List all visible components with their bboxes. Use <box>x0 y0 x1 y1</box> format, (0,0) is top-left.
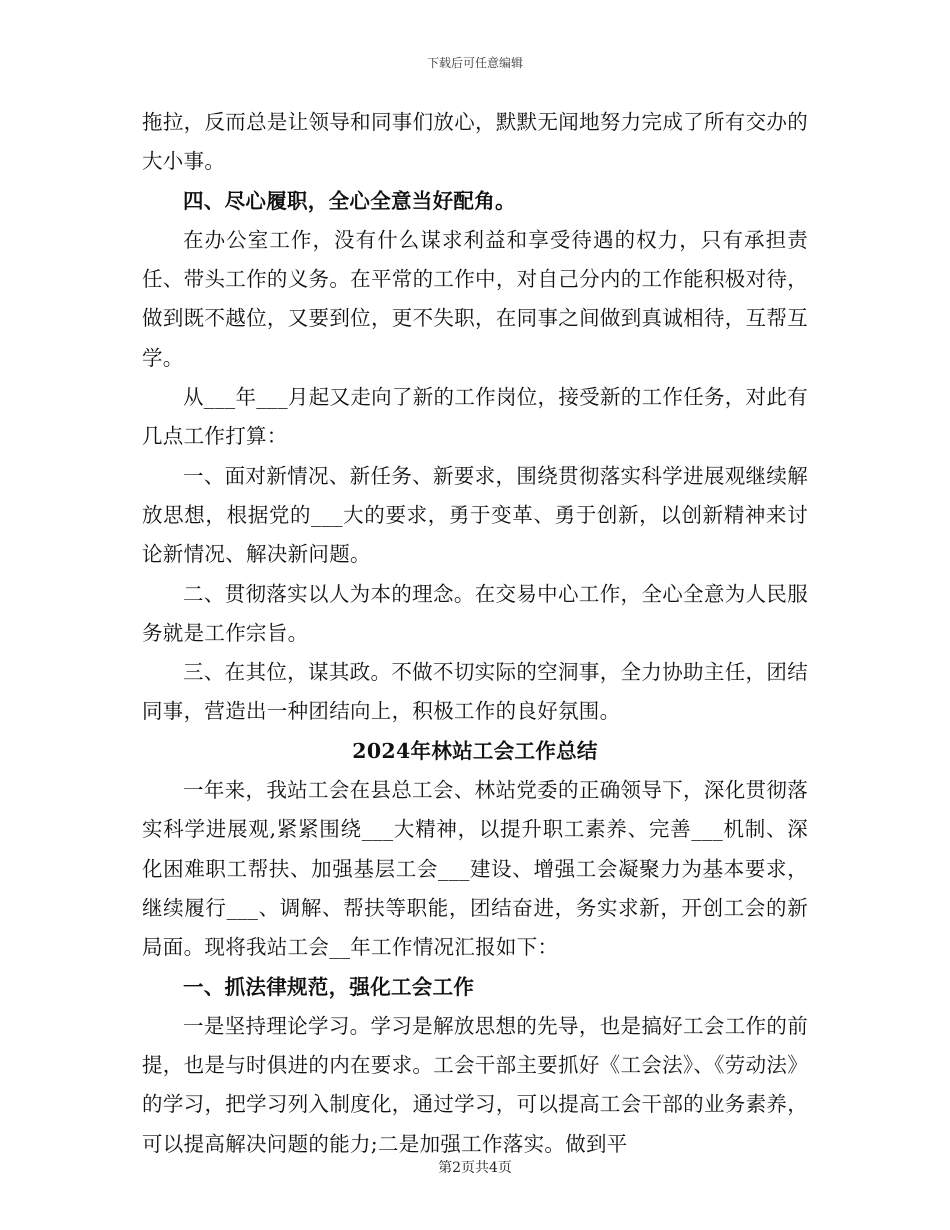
paragraph-theory-study: 一是坚持理论学习。学习是解放思想的先导，也是搞好工会工作的前提，也是与时俱进的内在要求。工会干部主要抓好《工会法》、《劳动法》的学习，把学习列入制度化，通过学习，可以提高工会干部的业务素养，可以提高解决问题的能力;二是加强工作落实。做到平 <box>142 1013 808 1156</box>
paragraph-new-position: 从___年___月起又走向了新的工作岗位，接受新的工作任务，对此有几点工作打算： <box>142 385 808 449</box>
section-heading-four: 四、尽心履职，全心全意当好配角。 <box>183 188 516 213</box>
section-heading-one: 一、抓法律规范，强化工会工作 <box>183 974 475 999</box>
page-footer: 第2页共4页 <box>438 1160 512 1176</box>
document-body <box>142 103 808 1164</box>
page-header: 下载后可任意编辑 <box>426 56 523 70</box>
paragraph-plan-one: 一、面对新情况、新任务、新要求，围绕贯彻落实科学进展观继续解放思想，根据党的___大的要求，勇于变革、勇于创新，以创新精神来讨论新情况、解决新问题。 <box>142 463 808 567</box>
paragraph-plan-two: 二、贯彻落实以人为本的理念。在交易中心工作，全心全意为人民服务就是工作宗旨。 <box>142 581 808 645</box>
paragraph-plan-three: 三、在其位，谋其政。不做不切实际的空洞事，全力协助主任，团结同事，营造出一种团结向上，积极工作的良好氛围。 <box>142 660 808 724</box>
paragraph-office-duties: 在办公室工作，没有什么谋求利益和享受待遇的权力，只有承担责任、带头工作的义务。在平常的工作中，对自己分内的工作能积极对待，做到既不越位，又要到位，更不失职，在同事之间做到真诚相待，互帮互学。 <box>142 227 808 370</box>
paragraph-continuation: 拖拉，反而总是让领导和同事们放心，默默无闻地努力完成了所有交办的大小事。 <box>142 110 808 174</box>
document-title: 2024年林站工会工作总结 <box>352 738 598 763</box>
paragraph-summary-intro: 一年来，我站工会在县总工会、林站党委的正确领导下，深化贯彻落实科学进展观,紧紧围绕___大精神，以提升职工素养、完善___机制、深化困难职工帮扶、加强基层工会___建设、增强工会凝聚力为基本要求，继续履行___、调解、帮扶等职能，团结奋进，务实求新，开创工会的新局面。现将我站工会__年工作情况汇报如下： <box>142 778 808 960</box>
